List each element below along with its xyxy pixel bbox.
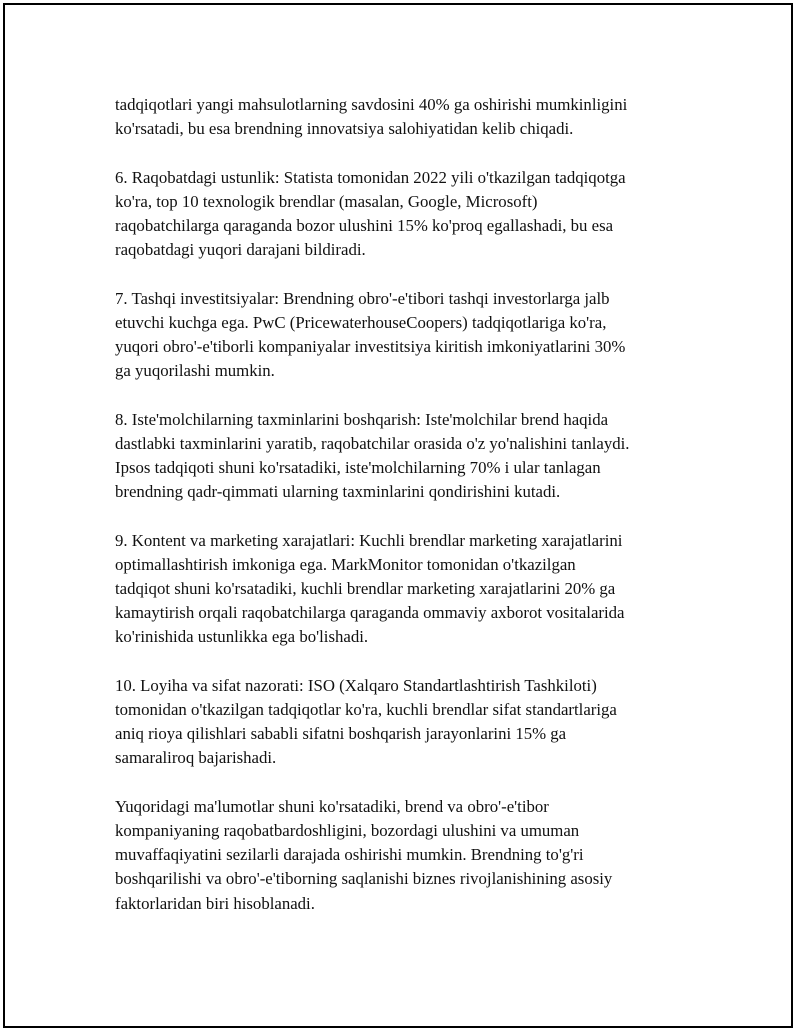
paragraph-item-8: 8. Iste'molchilarning taxminlarini boshqarish: Iste'molchilar brend haqida dastlabki taxminlarini yaratib, raqobatchilar orasida o'z yo'nalishini tanlaydi. Ipsos tadqiqoti shuni ko'rsatadiki, iste'molchilarning 70% i ular tanlagan brendning qadr-qimmati ularning taxminlarini qondirishini kutadi. — [115, 409, 630, 502]
paragraph-intro-continuation: tadqiqotlari yangi mahsulotlarning savdosini 40% ga oshirishi mumkinligini ko'rsatadi, bu esa brendning innovatsiya salohiyatidan kelib chiqadi. — [115, 95, 628, 139]
paragraph-item-7: 7. Tashqi investitsiyalar: Brendning obro'-e'tibori tashqi investorlarga jalb etuvchi kuchga ega. PwC (PricewaterhouseCoopers) tadqiqotlariga ko'ra, yuqori obro'-e'tiborli kompaniyalar investitsiya kiritish imkoniyatlarini 30% ga yuqorilashi mumkin. — [115, 288, 626, 381]
paragraph-conclusion: Yuqoridagi ma'lumotlar shuni ko'rsatadiki, brend va obro'-e'tibor kompaniyaning raqobatbardoshligini, bozordagi ulushini va umuman muvaffaqiyatini sezilarli darajada oshirishi mumkin. Brendning to'g'ri boshqarilishi va obro'-e'tiborning saqlanishi biznes rivojlanishining asosiy faktorlaridan biri hisoblanadi. — [115, 796, 613, 913]
paragraph-item-10: 10. Loyiha va sifat nazorati: ISO (Xalqaro Standartlashtirish Tashkiloti) tomonidan o'tkazilgan tadqiqotlar ko'ra, kuchli brendlar sifat standartlariga aniq rioya qilishlari sababli sifatni boshqarish jarayonlarini 15% ga samaraliroq bajarishadi. — [115, 675, 617, 768]
paragraph-item-9: 9. Kontent va marketing xarajatlari: Kuchli brendlar marketing xarajatlarini optimallashtirish imkoniga ega. MarkMonitor tomonidan o'tkazilgan tadqiqot shuni ko'rsatadiki, kuchli brendlar marketing xarajatlarini 20% ga kamaytirish orqali raqobatchilarga qaraganda ommaviy axborot vositalarida ko'rinishida ustunlikka ega bo'lishadi. — [115, 530, 625, 647]
document-body — [115, 93, 695, 940]
paragraph-item-6: 6. Raqobatdagi ustunlik: Statista tomonidan 2022 yili o'tkazilgan tadqiqotga ko'ra, top 10 texnologik brendlar (masalan, Google, Microsoft) raqobatchilarga qaraganda bozor ulushini 15% ko'proq egallashadi, bu esa raqobatdagi yuqori darajani bildiradi. — [115, 167, 626, 260]
